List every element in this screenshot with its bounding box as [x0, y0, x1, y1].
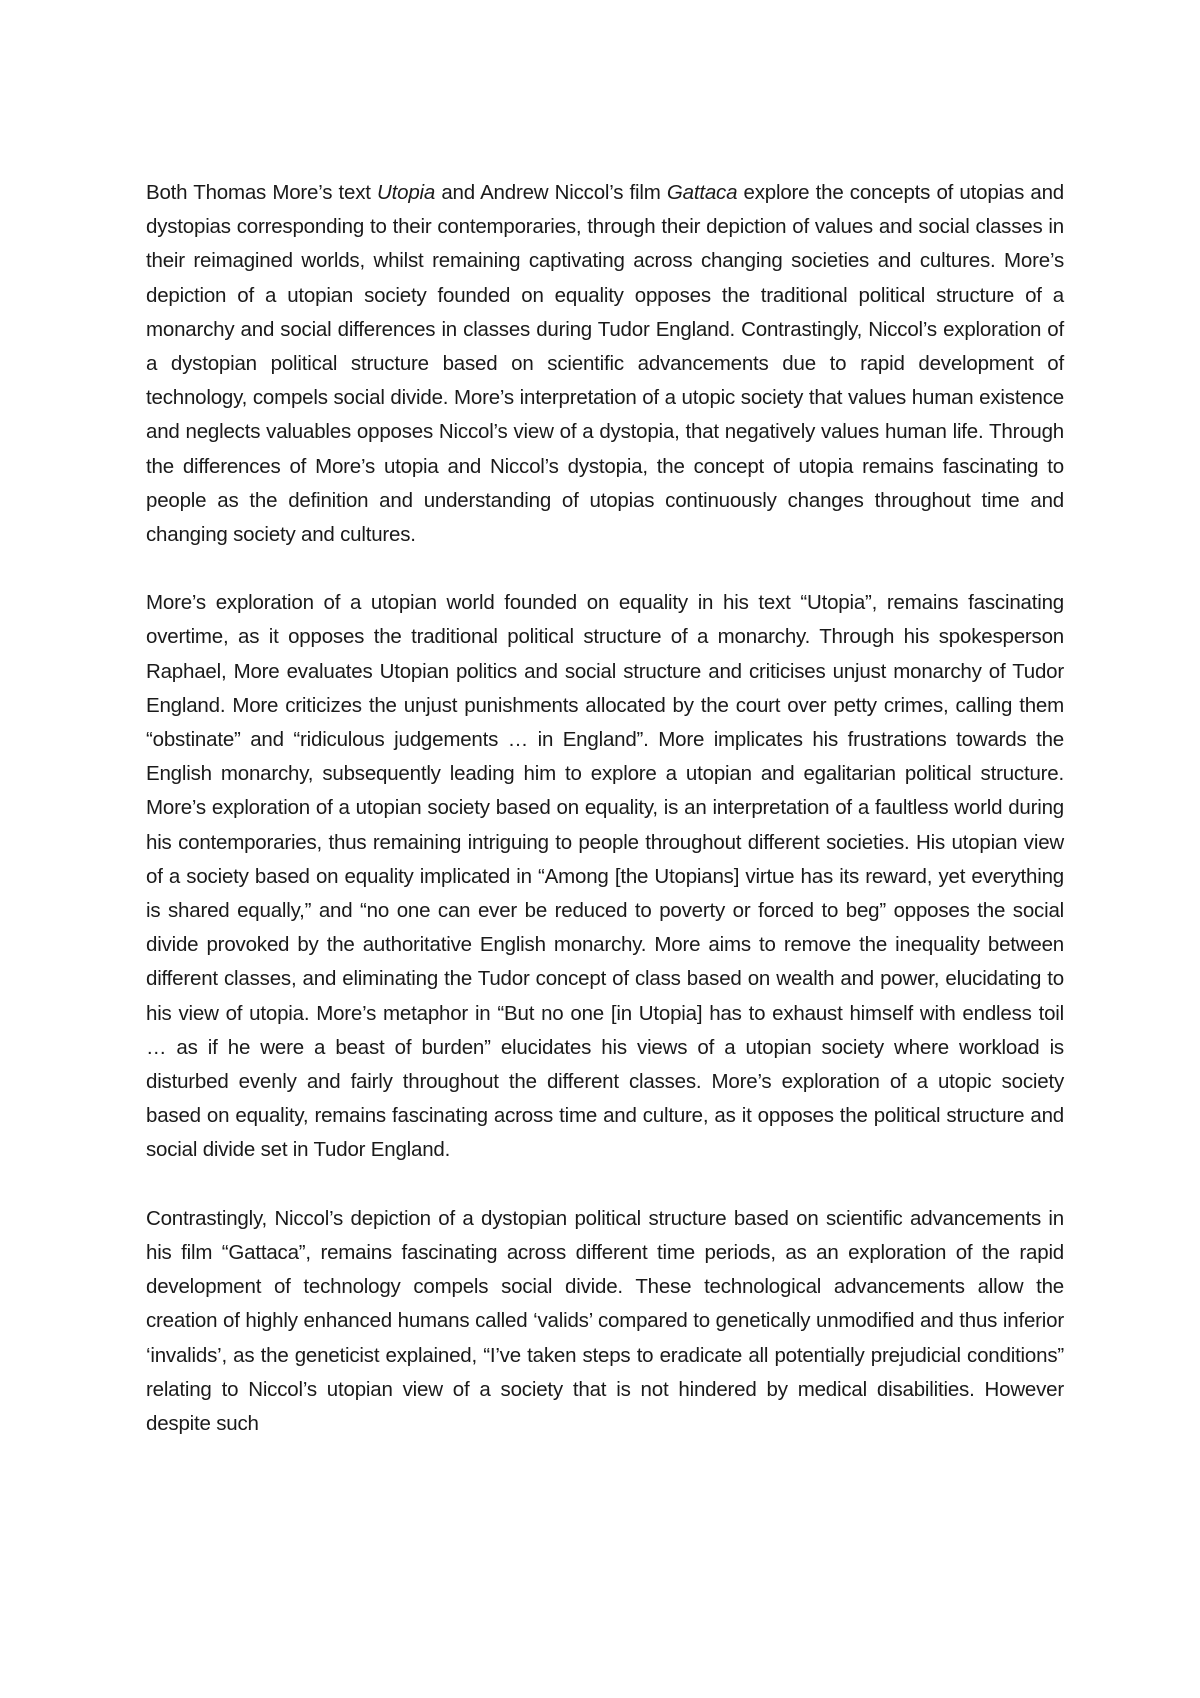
film-title-gattaca: Gattaca: [666, 181, 738, 204]
paragraph-text: explore the concepts of utopias and dystopias corresponding to their contemporaries, through their depiction of values and social classes in their reimagined worlds, whilst remaining captivating across changing societies and cultures. More’s depiction of a utopian society founded on equality opposes the traditional political structure of a monarchy and social differences in classes during Tudor England. Contrastingly, Niccol’s exploration of a dystopian political structure based on scientific advancements due to rapid development of technology, compels social divide. More’s interpretation of a utopic society that values human existence and neglects valuables opposes Niccol’s view of a dystopia, that negatively values human life. Through the differences of More’s utopia and Niccol’s dystopia, the concept of utopia remains fascinating to people as the definition and understanding of utopias continuously changes throughout time and changing society and cultures.: [146, 181, 1064, 547]
paragraph-text: and Andrew Niccol’s film: [435, 181, 667, 204]
paragraph-text: Contrastingly, Niccol’s depiction of a dystopian political structure based on scientific advancements in his film “Gattaca”, remains fascinating across different time periods, as an exploration of the rapid development of technology compels social divide. These technological advancements allow the creation of highly enhanced humans called ‘valids’ compared to genetically unmodified and thus inferior ‘invalids’, as the geneticist explained, “I’ve taken steps to eradicate all potentially prejudicial conditions” relating to Niccol’s utopian view of a society that is not hindered by medical disabilities. However despite such: [146, 1206, 1064, 1435]
paragraph-3: [146, 1202, 1064, 1441]
paragraph-2: [146, 586, 1064, 1167]
paragraph-text: Both Thomas More’s text: [146, 181, 378, 204]
paragraph-text: More’s exploration of a utopian world founded on equality in his text “Utopia”, remains fascinating overtime, as it opposes the traditional political structure of a monarchy. Through his spokesperson Raphael, More evaluates Utopian politics and social structure and criticises unjust monarchy of Tudor England. More criticizes the unjust punishments allocated by the court over petty crimes, calling them “obstinate” and “ridiculous judgements … in England”. More implicates his frustrations towards the English monarchy, subsequently leading him to explore a utopian and egalitarian political structure. More’s exploration of a utopian society based on equality, is an interpretation of a faultless world during his contemporaries, thus remaining intriguing to people throughout different societies. His utopian view of a society based on equality implicated in “Among [the Utopians] virtue has its reward, yet everything is shared equally,” and “no one can ever be reduced to poverty or forced to beg” opposes the social divide provoked by the authoritative English monarchy. More aims to remove the inequality between different classes, and eliminating the Tudor concept of class based on wealth and power, elucidating to his view of utopia. More’s metaphor in “But no one [in Utopia] has to exhaust himself with endless toil … as if he were a beast of burden” elucidates his views of a utopian society where workload is disturbed evenly and fairly throughout the different classes. More’s exploration of a utopic society based on equality, remains fascinating across time and culture, as it opposes the political structure and social divide set in Tudor England.: [146, 591, 1064, 1162]
essay-body: [146, 176, 1064, 1475]
book-title-utopia: Utopia: [377, 181, 436, 204]
paragraph-1: [146, 176, 1064, 552]
